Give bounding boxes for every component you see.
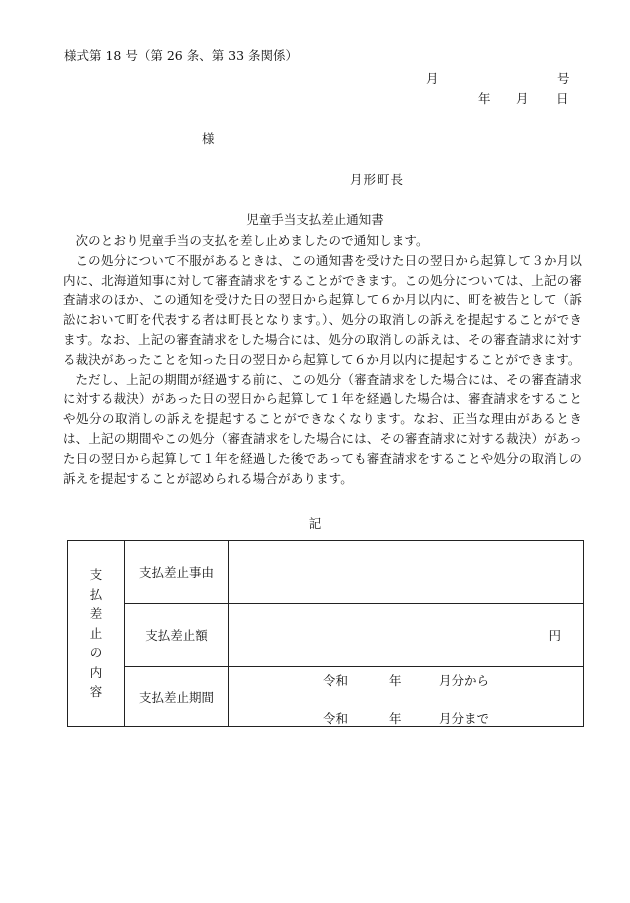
document-title: 児童手当支払差止通知書: [246, 212, 384, 227]
section-char: 内: [89, 664, 103, 680]
suspension-details-table: [67, 540, 584, 727]
amount-field[interactable]: [229, 604, 584, 667]
form-number: 様式第 18 号（第 26 条、第 33 条関係）: [64, 48, 299, 63]
number-go: 号: [557, 71, 570, 86]
period-field[interactable]: [229, 667, 584, 727]
amount-label: 支払差止額: [125, 604, 229, 667]
addressee-honorific: 様: [202, 131, 215, 146]
date-month: 月: [516, 91, 529, 106]
period-label: 支払差止期間: [125, 667, 229, 727]
ki-heading: 記: [308, 516, 322, 531]
issuer-name: 月形町長: [350, 172, 405, 187]
section-char: 支: [89, 567, 103, 583]
period-to-month: 月分まで: [439, 711, 490, 726]
section-char: の: [89, 645, 103, 661]
date-day: 日: [556, 91, 569, 106]
section-char: 止: [89, 625, 103, 641]
period-to-line: [229, 711, 583, 727]
period-from-line: [229, 673, 583, 689]
period-from-era: 令和: [323, 673, 349, 688]
section-char: 差: [89, 606, 103, 622]
period-to-year: 年: [389, 711, 402, 726]
number-month: 月: [426, 71, 439, 86]
body-paragraph: 次のとおり児童手当の支払を差し止めましたので通知します。: [75, 233, 429, 248]
period-from-month: 月分から: [439, 673, 490, 688]
section-char: 払: [89, 586, 103, 602]
section-char: 容: [89, 684, 103, 700]
table-row: [68, 667, 584, 727]
body-paragraph: ただし、上記の期間が経過する前に、この処分（審査請求をした場合には、その審査請求に対する裁決）があった日の翌日から起算して１年を経過した場合は、審査請求をすることや処分の取消しの訴えを提起することができなくなります。なお、正当な理由があるときは、上記の期間やこの処分（審査請求をした場合には、その審査請求に対する裁決）があった日の翌日から起算して１年を経過した後であっても審査請求をすることや処分の取消しの訴えを提起することが認められる場合があります。: [63, 371, 582, 486]
reason-label: 支払差止事由: [125, 541, 229, 604]
table-row: [68, 604, 584, 667]
table-row: [68, 541, 584, 604]
period-to-era: 令和: [323, 711, 349, 726]
notice-body: [63, 231, 582, 488]
date-year: 年: [478, 91, 491, 106]
body-paragraph: この処分について不服があるときは、この通知書を受けた日の翌日から起算して３か月以内に、北海道知事に対して審査請求をすることができます。この処分については、上記の審査請求のほか、この通知を受けた日の翌日から起算して６か月以内に、町を被告として（訴訟において町を代表する者は町長となります。）、処分の取消しの訴えを提起することができます。なお、上記の審査請求をした場合には、処分の取消しの訴えは、その審査請求に対する裁決があったことを知った日の翌日から起算して６か月以内に提起することができます。: [63, 252, 582, 367]
period-from-year: 年: [389, 673, 402, 688]
reason-field[interactable]: [229, 541, 584, 604]
yen-unit: 円: [548, 628, 561, 643]
section-heading-vertical: [68, 541, 125, 727]
